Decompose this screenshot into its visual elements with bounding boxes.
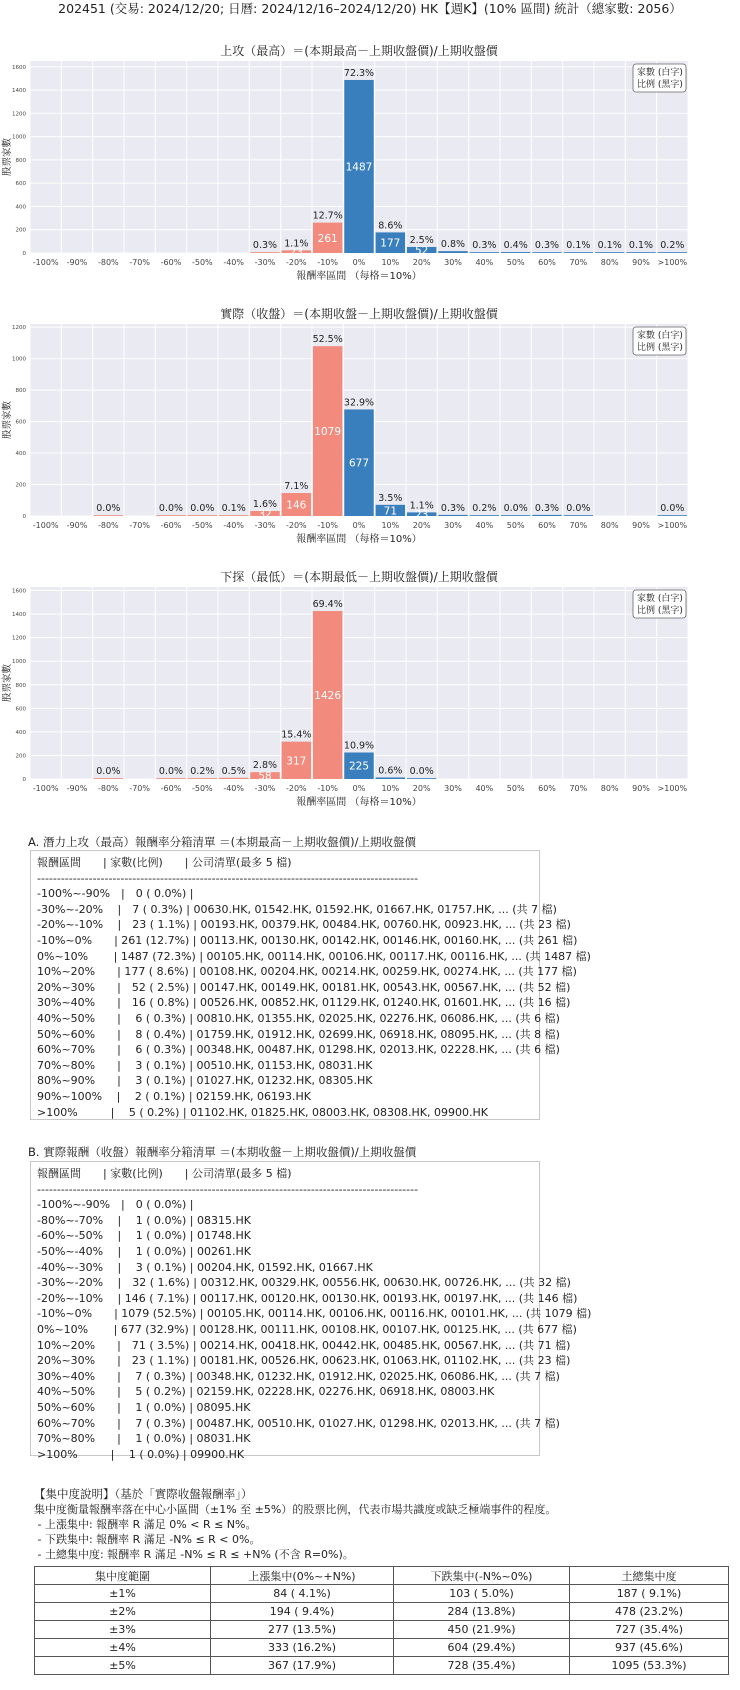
bar-percent-label: 8.6% xyxy=(378,220,403,232)
bar xyxy=(501,252,530,253)
list-b-title: B. 實際報酬（收盤）報酬率分箱清單 ＝(本期收盤－上期收盤價)/上期收盤價 xyxy=(28,1145,417,1159)
bar-count-label: 58 xyxy=(258,770,272,783)
list-b-box xyxy=(30,1161,592,1461)
x-tick-label: 60% xyxy=(538,784,556,793)
bar-percent-label: 0.2% xyxy=(472,503,497,515)
y-tick-label: 1400 xyxy=(12,88,26,95)
list-line: 20%~30% | 23 ( 1.1%) | 00181.HK, 00526.HK, 00623.HK, 01063.HK, 01102.HK, ... (共 23 檔) xyxy=(37,1354,571,1368)
y-tick-label: 800 xyxy=(15,682,26,689)
x-tick-label: 0% xyxy=(352,521,366,530)
bar-percent-label: 0.3% xyxy=(252,240,278,252)
bar xyxy=(470,252,499,253)
x-tick-label: -10% xyxy=(317,521,339,530)
x-tick-label: -50% xyxy=(191,258,213,267)
bar xyxy=(94,778,123,779)
table-cell: 284 (13.8%) xyxy=(394,1603,570,1621)
bar xyxy=(564,252,593,253)
x-tick-label: -40% xyxy=(223,784,245,793)
x-tick-label: 70% xyxy=(569,784,588,793)
list-line: -50%~-40% | 1 ( 0.0%) | 00261.HK xyxy=(37,1244,251,1258)
table-cell: 367 (17.9%) xyxy=(211,1657,394,1675)
x-tick-label: -60% xyxy=(160,521,182,530)
table-cell: ±3% xyxy=(35,1621,211,1639)
x-tick-label: -80% xyxy=(97,784,119,793)
y-tick-label: 400 xyxy=(15,204,26,211)
y-tick-label: 400 xyxy=(15,729,26,736)
list-line: 90%~100% | 2 ( 0.1%) | 02159.HK, 06193.HK xyxy=(37,1089,311,1103)
x-tick-label: -80% xyxy=(97,258,119,267)
bar xyxy=(564,515,593,516)
bar xyxy=(532,252,561,253)
bar-percent-label: 0.1% xyxy=(628,240,654,252)
bar-percent-label: 0.0% xyxy=(158,503,184,515)
bar-percent-label: 0.0% xyxy=(158,766,184,778)
x-tick-label: 60% xyxy=(538,258,556,267)
y-tick-label: 400 xyxy=(15,451,26,458)
x-axis-label: 報酬率區間 （每格＝10%） xyxy=(296,797,422,808)
bar-count-label: 23 xyxy=(414,509,429,522)
table-row xyxy=(35,1621,729,1639)
bar-percent-label: 0.8% xyxy=(440,239,466,251)
bar-percent-label: 12.7% xyxy=(312,210,343,222)
x-axis-label: 報酬率區間 （每格＝10%） xyxy=(296,534,422,545)
x-tick-label: -40% xyxy=(223,521,245,530)
list-a-lines xyxy=(37,855,591,1120)
y-tick-label: 1000 xyxy=(12,659,26,666)
y-tick-label: 0 xyxy=(22,777,26,783)
table-cell: ±4% xyxy=(35,1639,211,1657)
x-tick-label: 20% xyxy=(412,258,431,267)
list-line: -20%~-10% | 23 ( 1.1%) | 00193.HK, 00379.HK, 00484.HK, 00760.HK, 00923.HK, ... (共 23 檔) xyxy=(37,918,571,932)
x-tick-label: -30% xyxy=(254,258,276,267)
list-line: ------------------------------------------------------------------------------------------------ xyxy=(37,871,419,885)
x-tick-label: 30% xyxy=(444,521,462,530)
y-tick-label: 800 xyxy=(15,388,26,395)
x-tick-label: >100% xyxy=(657,258,688,267)
bar-percent-label: 0.3% xyxy=(534,240,560,252)
list-line: -100%~-90% | 0 ( 0.0%) | xyxy=(37,887,194,901)
x-tick-label: 10% xyxy=(381,258,400,267)
table-row xyxy=(35,1603,729,1621)
x-tick-label: -10% xyxy=(317,784,339,793)
bar xyxy=(94,515,123,516)
concentration-table xyxy=(34,1566,729,1675)
list-line: >100% | 5 ( 0.2%) | 01102.HK, 01825.HK, 08003.HK, 08308.HK, 09900.HK xyxy=(37,1105,488,1119)
bar xyxy=(658,252,687,253)
y-tick-label: 1600 xyxy=(12,64,26,71)
bar xyxy=(532,515,561,516)
y-tick-label: 600 xyxy=(15,419,26,426)
table-cell: ±5% xyxy=(35,1657,211,1675)
bar xyxy=(188,778,217,779)
concentration-desc-line: - 土總集中度: 報酬率 R 滿足 -N% ≤ R ≤ +N% (不含 R=0%)。 xyxy=(34,1548,354,1561)
bar xyxy=(156,778,185,779)
y-tick-label: 0 xyxy=(22,251,26,257)
x-tick-label: 40% xyxy=(475,521,494,530)
table-header-cell: 下跌集中(-N%~0%) xyxy=(394,1567,570,1585)
bar xyxy=(376,777,405,779)
x-tick-label: -90% xyxy=(66,258,88,267)
table-cell: 187 ( 9.1%) xyxy=(570,1585,729,1603)
list-line: 80%~90% | 3 ( 0.1%) | 01027.HK, 01232.HK, 08305.HK xyxy=(37,1074,373,1088)
bar-percent-label: 0.3% xyxy=(534,502,560,514)
x-tick-label: -30% xyxy=(254,521,276,530)
list-line: ------------------------------------------------------------------------------------------------ xyxy=(37,1182,419,1196)
bar-percent-label: 7.1% xyxy=(284,481,309,493)
table-cell: 728 (35.4%) xyxy=(394,1657,570,1675)
y-tick-label: 800 xyxy=(15,157,26,164)
list-line: 10%~20% | 177 ( 8.6%) | 00108.HK, 00204.HK, 00214.HK, 00259.HK, 00274.HK, ... (共 177 檔) xyxy=(37,965,577,979)
table-header-cell: 集中度範圍 xyxy=(35,1567,211,1585)
x-tick-label: -70% xyxy=(129,521,151,530)
page-title: 202451 (交易: 2024/12/20; 日曆: 2024/12/16–2024/12/20) HK【週K】(10% 區間) 統計（總家數: 2056） xyxy=(58,1,682,16)
list-line: 10%~20% | 71 ( 3.5%) | 00214.HK, 00418.HK, 00442.HK, 00485.HK, 00567.HK, ... (共 71 檔) xyxy=(37,1338,571,1352)
x-tick-label: 80% xyxy=(600,258,619,267)
legend xyxy=(633,327,686,355)
table-cell: 450 (21.9%) xyxy=(394,1621,570,1639)
x-tick-label: 30% xyxy=(444,784,462,793)
x-tick-label: -90% xyxy=(66,521,88,530)
bar xyxy=(470,515,499,516)
y-tick-label: 0 xyxy=(22,514,26,520)
list-line: 50%~60% | 8 ( 0.4%) | 01759.HK, 01912.HK, 02699.HK, 06918.HK, 08095.HK, ... (共 8 檔) xyxy=(37,1027,560,1041)
concentration-desc-line: 集中度衡量報酬率落在中心小區間（±1% 至 ±5%）的股票比例，代表市場共識度或缺乏極端事件的程度。 xyxy=(34,1503,557,1516)
x-tick-label: 80% xyxy=(600,521,619,530)
bar-count-label: 177 xyxy=(380,237,401,250)
bar-count-label: 52 xyxy=(414,244,429,257)
bar xyxy=(595,252,624,253)
bar-percent-label: 0.1% xyxy=(566,240,591,252)
x-tick-label: -10% xyxy=(317,258,339,267)
bar-percent-label: 2.8% xyxy=(252,760,278,772)
x-tick-label: -100% xyxy=(32,784,59,793)
list-line: 0%~10% | 677 (32.9%) | 00128.HK, 00111.HK, 00108.HK, 00107.HK, 00125.HK, ... (共 677 檔) xyxy=(37,1322,577,1336)
x-tick-label: 90% xyxy=(632,521,650,530)
y-tick-label: 1600 xyxy=(12,588,26,595)
x-tick-label: -30% xyxy=(254,784,276,793)
chart-downside-low xyxy=(0,566,740,826)
x-tick-label: 70% xyxy=(569,258,588,267)
x-tick-label: -100% xyxy=(32,521,59,530)
x-tick-label: -20% xyxy=(285,521,307,530)
list-line: -30%~-20% | 32 ( 1.6%) | 00312.HK, 00329.HK, 00556.HK, 00630.HK, 00726.HK, ... (共 32 檔) xyxy=(37,1276,571,1290)
y-tick-label: 1200 xyxy=(12,635,26,642)
bar xyxy=(250,252,279,253)
bar-count-label: 225 xyxy=(348,760,370,773)
x-tick-label: -100% xyxy=(32,258,59,267)
x-tick-label: 10% xyxy=(381,784,400,793)
chart-upside-high xyxy=(0,40,740,300)
bar-percent-label: 0.1% xyxy=(597,240,622,252)
chart-title: 下探（最低）＝(本期最低－上期收盤價)/上期收盤價 xyxy=(220,570,498,584)
bar-percent-label: 0.6% xyxy=(378,765,403,777)
list-line: -40%~-30% | 3 ( 0.1%) | 00204.HK, 01592.HK, 01667.HK xyxy=(37,1260,373,1274)
bar-percent-label: 0.3% xyxy=(472,240,497,252)
x-tick-label: 50% xyxy=(506,521,525,530)
y-tick-label: 1000 xyxy=(12,134,26,141)
x-tick-label: 30% xyxy=(444,258,462,267)
concentration-title: 【集中度說明】（基於「實際收盤報酬率」） xyxy=(34,1487,253,1501)
x-tick-label: 0% xyxy=(352,784,366,793)
table-header-row xyxy=(35,1567,729,1585)
table-header-cell: 上漲集中(0%~+N%) xyxy=(211,1567,394,1585)
bar-percent-label: 0.0% xyxy=(96,503,121,515)
bar-percent-label: 0.0% xyxy=(566,503,591,515)
bar-percent-label: 72.3% xyxy=(343,67,375,79)
legend-entry: 比例 (黑字) xyxy=(637,606,683,616)
list-a-box xyxy=(30,850,591,1120)
x-tick-label: -90% xyxy=(66,784,88,793)
x-tick-label: 50% xyxy=(506,258,525,267)
legend-entry: 家數 (白字) xyxy=(637,594,683,604)
list-line: -10%~0% | 261 (12.7%) | 00113.HK, 00130.HK, 00142.HK, 00146.HK, 00160.HK, ... (共 261 檔) xyxy=(37,933,578,947)
x-tick-label: 40% xyxy=(475,784,494,793)
table-cell: 103 ( 5.0%) xyxy=(394,1585,570,1603)
chart-title: 上攻（最高）＝(本期最高－上期收盤價)/上期收盤價 xyxy=(220,44,498,58)
y-tick-label: 200 xyxy=(15,753,26,760)
y-axis-label: 股票家數 xyxy=(2,663,13,703)
bar-percent-label: 10.9% xyxy=(343,740,375,752)
list-line: 60%~70% | 7 ( 0.3%) | 00487.HK, 00510.HK, 01027.HK, 01298.HK, 02013.HK, ... (共 7 檔) xyxy=(37,1416,560,1430)
x-tick-label: 0% xyxy=(352,258,366,267)
bar xyxy=(156,515,185,516)
list-line: -100%~-90% | 0 ( 0.0%) | xyxy=(37,1198,194,1212)
x-tick-label: 20% xyxy=(412,784,431,793)
table-cell: 727 (35.4%) xyxy=(570,1621,729,1639)
bar-count-label: 677 xyxy=(348,457,370,470)
bar-count-label: 146 xyxy=(286,499,307,512)
legend xyxy=(633,590,686,618)
bar-percent-label: 0.0% xyxy=(96,766,121,778)
bar xyxy=(501,515,530,516)
x-tick-label: -20% xyxy=(285,784,307,793)
bar-percent-label: 0.3% xyxy=(440,502,466,514)
legend-entry: 家數 (白字) xyxy=(637,68,683,78)
table-row xyxy=(35,1657,729,1675)
bar-percent-label: 0.0% xyxy=(503,503,528,515)
x-tick-label: 90% xyxy=(632,258,650,267)
x-tick-label: 80% xyxy=(600,784,619,793)
list-line: -20%~-10% | 146 ( 7.1%) | 00117.HK, 00120.HK, 00130.HK, 00193.HK, 00197.HK, ... (共 146 檔) xyxy=(37,1291,578,1305)
table-cell: 84 ( 4.1%) xyxy=(211,1585,394,1603)
list-line: 報酬區間 | 家數(比例) | 公司清單(最多 5 檔) xyxy=(37,1167,292,1180)
bar xyxy=(658,515,687,516)
table-row xyxy=(35,1639,729,1657)
bar-percent-label: 3.5% xyxy=(378,492,403,504)
bar-percent-label: 0.0% xyxy=(409,766,434,778)
x-axis-label: 報酬率區間 （每格＝10%） xyxy=(296,271,422,282)
bar-percent-label: 15.4% xyxy=(281,729,312,741)
x-tick-label: -50% xyxy=(191,521,213,530)
bar-count-label: 1487 xyxy=(345,161,373,174)
x-tick-label: -70% xyxy=(129,258,151,267)
y-axis-label: 股票家數 xyxy=(2,137,13,177)
bar xyxy=(438,515,467,516)
table-cell: ±1% xyxy=(35,1585,211,1603)
table-cell: 194 ( 9.4%) xyxy=(211,1603,394,1621)
y-tick-label: 200 xyxy=(15,227,26,234)
x-tick-label: -50% xyxy=(191,784,213,793)
bar-percent-label: 0.5% xyxy=(221,765,246,777)
concentration-desc-line: - 上漲集中: 報酬率 R 滿足 0% < R ≤ N%。 xyxy=(34,1518,257,1531)
y-tick-label: 1000 xyxy=(12,356,26,363)
legend-entry: 比例 (黑字) xyxy=(637,343,683,353)
bar xyxy=(219,778,248,779)
y-tick-label: 1200 xyxy=(12,325,26,332)
list-line: 50%~60% | 1 ( 0.0%) | 08095.HK xyxy=(37,1400,251,1414)
concentration-desc-line: - 下跌集中: 報酬率 R 滿足 -N% ≤ R < 0%。 xyxy=(34,1533,261,1546)
y-tick-label: 1400 xyxy=(12,612,26,619)
table-cell: 478 (23.2%) xyxy=(570,1603,729,1621)
table-row xyxy=(35,1585,729,1603)
bar-count-label: 1426 xyxy=(314,690,342,703)
x-tick-label: 50% xyxy=(506,784,525,793)
list-line: >100% | 1 ( 0.0%) | 09900.HK xyxy=(37,1447,245,1461)
x-tick-label: -60% xyxy=(160,258,182,267)
list-line: 30%~40% | 16 ( 0.8%) | 00526.HK, 00852.HK, 01129.HK, 01240.HK, 01601.HK, ... (共 16 檔) xyxy=(37,996,571,1010)
x-tick-label: -80% xyxy=(97,521,119,530)
bar xyxy=(188,515,217,516)
bar-percent-label: 0.1% xyxy=(221,503,246,515)
bar-count-label: 1079 xyxy=(314,426,342,439)
y-tick-label: 600 xyxy=(15,706,26,713)
bar-percent-label: 32.9% xyxy=(343,397,375,409)
bar-percent-label: 2.5% xyxy=(409,234,434,246)
bar-percent-label: 1.1% xyxy=(409,500,434,512)
bar xyxy=(626,252,655,253)
x-tick-label: >100% xyxy=(657,784,688,793)
legend-entry: 比例 (黑字) xyxy=(637,80,683,90)
y-tick-label: 600 xyxy=(15,181,26,188)
table-header-cell: 土總集中度 xyxy=(570,1567,729,1585)
list-line: 30%~40% | 7 ( 0.3%) | 00348.HK, 01232.HK, 01912.HK, 02025.HK, 06086.HK, ... (共 7 檔) xyxy=(37,1369,560,1383)
list-line: 70%~80% | 1 ( 0.0%) | 08031.HK xyxy=(37,1432,251,1446)
bar-percent-label: 0.0% xyxy=(660,503,685,515)
bar-count-label: 32 xyxy=(258,508,272,521)
list-line: 報酬區間 | 家數(比例) | 公司清單(最多 5 檔) xyxy=(37,856,292,869)
list-line: 60%~70% | 6 ( 0.3%) | 00348.HK, 00487.HK, 01298.HK, 02013.HK, 02228.HK, ... (共 6 檔) xyxy=(37,1043,560,1057)
x-tick-label: -40% xyxy=(223,258,245,267)
chart-title: 實際（收盤）＝(本期收盤－上期收盤價)/上期收盤價 xyxy=(220,307,498,321)
table-cell: 277 (13.5%) xyxy=(211,1621,394,1639)
list-line: 40%~50% | 5 ( 0.2%) | 02159.HK, 02228.HK, 02276.HK, 06918.HK, 08003.HK xyxy=(37,1385,495,1399)
bar-count-label: 261 xyxy=(317,232,338,245)
y-tick-label: 1200 xyxy=(12,111,26,118)
list-line: 0%~10% | 1487 (72.3%) | 00105.HK, 00114.HK, 00106.HK, 00117.HK, 00116.HK, ... (共 1487 檔) xyxy=(37,949,591,963)
list-a-title: A. 潛力上攻（最高）報酬率分箱清單 ＝(本期最高－上期收盤價)/上期收盤價 xyxy=(28,835,416,849)
bar-count-label: 71 xyxy=(383,505,398,518)
bar-count-label: 317 xyxy=(286,755,307,768)
bar-percent-label: 0.0% xyxy=(190,503,215,515)
list-line: 70%~80% | 3 ( 0.1%) | 00510.HK, 01153.HK, 08031.HK xyxy=(37,1058,373,1072)
x-tick-label: 40% xyxy=(475,258,494,267)
list-line: -80%~-70% | 1 ( 0.0%) | 08315.HK xyxy=(37,1213,251,1227)
list-b-lines xyxy=(37,1166,592,1462)
bar xyxy=(438,251,467,253)
table-cell: ±2% xyxy=(35,1603,211,1621)
list-line: -60%~-50% | 1 ( 0.0%) | 01748.HK xyxy=(37,1229,251,1243)
bar-percent-label: 69.4% xyxy=(312,599,343,611)
x-tick-label: 70% xyxy=(569,521,588,530)
legend xyxy=(633,64,686,92)
list-line: -10%~0% | 1079 (52.5%) | 00105.HK, 00114.HK, 00106.HK, 00116.HK, 00101.HK, ... (共 1079 檔) xyxy=(37,1307,592,1321)
list-line: 20%~30% | 52 ( 2.5%) | 00147.HK, 00149.HK, 00181.HK, 00543.HK, 00567.HK, ... (共 52 檔) xyxy=(37,980,571,994)
x-tick-label: 90% xyxy=(632,784,650,793)
x-tick-label: >100% xyxy=(657,521,688,530)
bar xyxy=(219,515,248,516)
bar-percent-label: 1.1% xyxy=(284,238,309,250)
table-cell: 937 (45.6%) xyxy=(570,1639,729,1657)
x-tick-label: 20% xyxy=(412,521,431,530)
bar-percent-label: 1.6% xyxy=(252,498,278,510)
bar-percent-label: 0.4% xyxy=(503,240,528,252)
y-tick-label: 200 xyxy=(15,482,26,489)
bar xyxy=(407,778,436,779)
list-line: 40%~50% | 6 ( 0.3%) | 00810.HK, 01355.HK, 02025.HK, 02276.HK, 06086.HK, ... (共 6 檔) xyxy=(37,1011,560,1025)
table-cell: 1095 (53.3%) xyxy=(570,1657,729,1675)
x-tick-label: -60% xyxy=(160,784,182,793)
x-tick-label: -20% xyxy=(285,258,307,267)
bar-percent-label: 0.2% xyxy=(660,240,685,252)
legend-entry: 家數 (白字) xyxy=(637,331,683,341)
x-tick-label: 10% xyxy=(381,521,400,530)
table-cell: 604 (29.4%) xyxy=(394,1639,570,1657)
x-tick-label: -70% xyxy=(129,784,151,793)
chart-actual-close xyxy=(0,303,740,563)
table-cell: 333 (16.2%) xyxy=(211,1639,394,1657)
x-tick-label: 60% xyxy=(538,521,556,530)
bar-count-label: 23 xyxy=(289,246,304,259)
bar-percent-label: 0.2% xyxy=(190,766,215,778)
bar-percent-label: 52.5% xyxy=(312,334,343,346)
y-axis-label: 股票家數 xyxy=(2,400,13,440)
list-line: -30%~-20% | 7 ( 0.3%) | 00630.HK, 01542.HK, 01592.HK, 01667.HK, 01757.HK, ... (共 7 檔) xyxy=(37,902,557,916)
